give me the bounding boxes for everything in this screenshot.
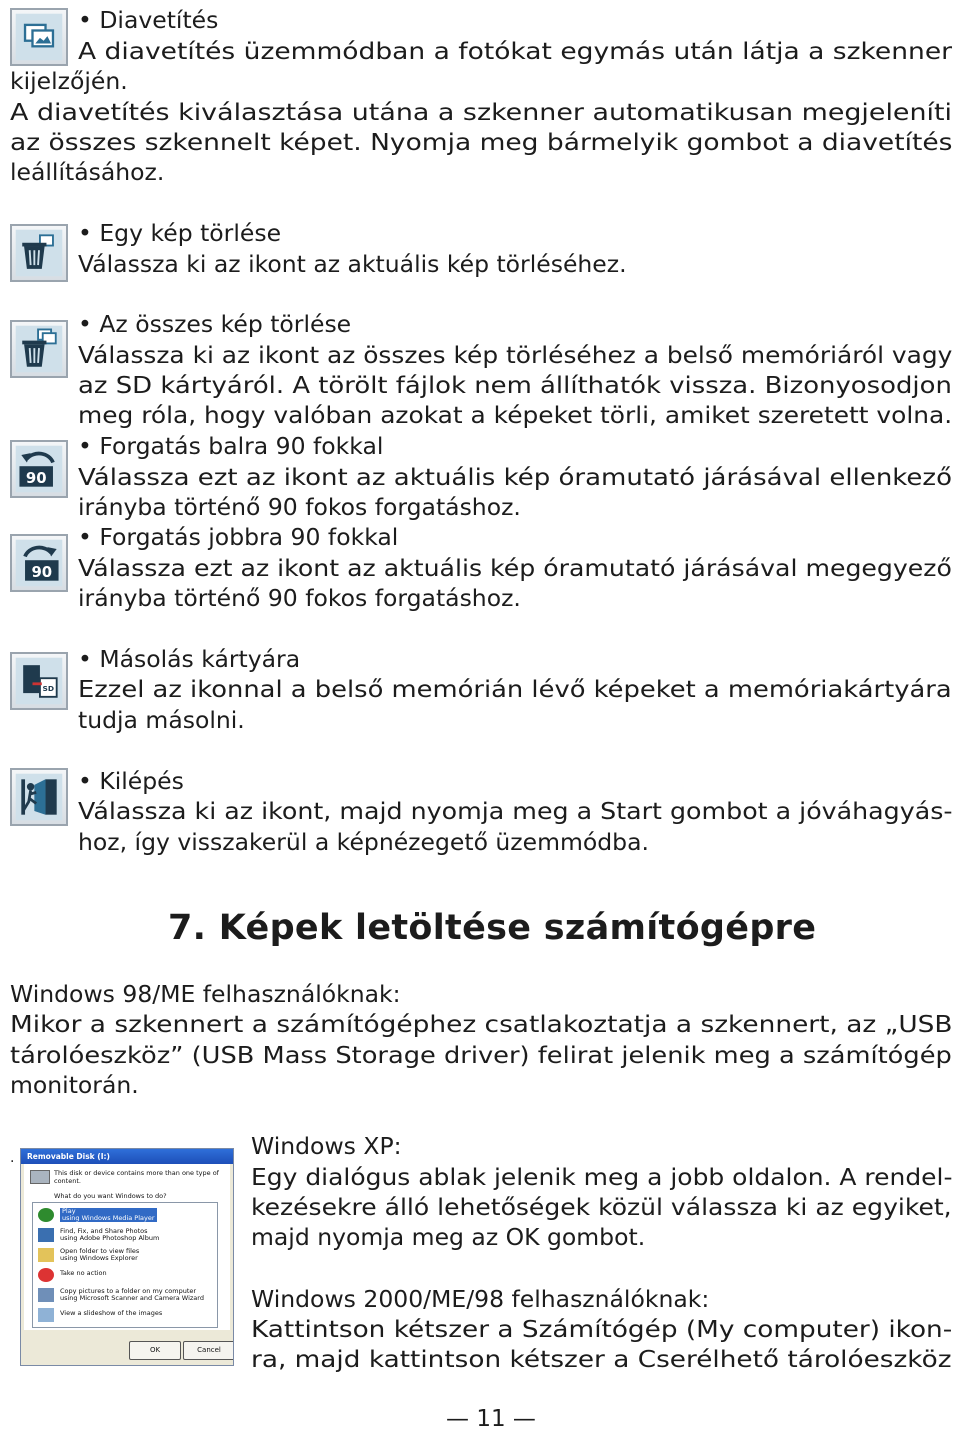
xp-line: Windows XP:: [251, 1132, 402, 1160]
option-no-action[interactable]: Take no action: [60, 1269, 107, 1277]
dialog-question: What do you want Windows to do?: [54, 1192, 167, 1200]
intro-line: monitorán.: [10, 1071, 139, 1099]
rotate-right-90-icon: [10, 534, 68, 592]
stray-dot: .: [10, 1150, 15, 1166]
item-title: • Forgatás balra 90 fokkal: [78, 432, 384, 460]
item-text: Válassza ki az ikont az összes kép törléséhez a belső memóriáról vagy: [78, 341, 953, 369]
item-text: hoz, így visszakerül a képnézegető üzemmódba.: [78, 828, 649, 856]
item-text: meg róla, hogy valóban azokat a képeket törli, amiket szeretett volna.: [78, 401, 953, 429]
dialog-line: content.: [54, 1177, 81, 1185]
delete-all-icon: [10, 320, 68, 378]
option-open-folder[interactable]: Open folder to view files using Windows Explorer: [60, 1247, 140, 1262]
camera-wizard-icon: [38, 1288, 54, 1302]
photo-album-icon: [38, 1228, 54, 1242]
xp-line: Egy dialógus ablak jelenik meg a jobb oldalon. A rendel-: [251, 1163, 953, 1191]
item-title: • Az összes kép törlése: [78, 310, 352, 338]
item-text: Válassza ezt az ikont az aktuális kép óramutató járásával ellenkező: [78, 463, 952, 491]
no-action-icon: [38, 1268, 54, 1282]
w2000-line: ra, majd kattintson kétszer a Cserélhető tárolóeszköz: [251, 1345, 952, 1373]
section-heading: 7. Képek letöltése számítógépre: [168, 908, 817, 948]
w2000-line: Kattintson kétszer a Számítógép (My computer) ikon-: [251, 1315, 953, 1343]
exit-icon: [10, 768, 68, 826]
item-text: az összes szkennelt képet. Nyomja meg bármelyik gombot a diavetítés: [10, 128, 953, 156]
delete-one-icon: [10, 224, 68, 282]
option-play[interactable]: Play using Windows Media Player: [62, 1207, 155, 1222]
item-text: Válassza ezt az ikont az aktuális kép óramutató járásával megegyező: [78, 554, 952, 582]
item-text: Ezzel az ikonnal a belső memórián lévő képeket a memóriakártyára: [78, 675, 952, 703]
option-slideshow[interactable]: View a slideshow of the images: [60, 1309, 163, 1317]
item-text: kijelzőjén.: [10, 67, 128, 95]
slideshow-view-icon: [38, 1308, 54, 1322]
item-title: • Diavetítés: [78, 6, 219, 34]
xp-line: kezésekre álló lehetőségek közül válassza ki az egyiket,: [251, 1193, 952, 1221]
w2000-line: Windows 2000/ME/98 felhasználóknak:: [251, 1285, 710, 1313]
folder-icon: [38, 1248, 54, 1262]
item-text: irányba történő 90 fokos forgatáshoz.: [78, 493, 521, 521]
item-text: Válassza ki az ikont az aktuális kép törléséhez.: [78, 250, 627, 278]
dialog-title: Removable Disk (I:): [21, 1149, 233, 1164]
disk-icon: [30, 1170, 50, 1184]
item-text: irányba történő 90 fokos forgatáshoz.: [78, 584, 521, 612]
item-text: leállításához.: [10, 158, 165, 186]
removable-disk-dialog: [20, 1148, 234, 1366]
media-player-icon: [38, 1208, 54, 1222]
svg-text:90: 90: [31, 562, 53, 581]
slideshow-icon: [10, 8, 68, 66]
svg-text:90: 90: [25, 468, 47, 487]
intro-line: Windows 98/ME felhasználóknak:: [10, 980, 401, 1008]
item-title: • Forgatás jobbra 90 fokkal: [78, 523, 399, 551]
copy-to-card-icon: [10, 652, 68, 710]
intro-line: Mikor a szkennert a számítógéphez csatlakoztatja a szkennert, az „USB: [10, 1010, 953, 1038]
item-title: • Másolás kártyára: [78, 645, 301, 673]
dialog-body: [24, 1164, 230, 1330]
item-text: A diavetítés üzemmódban a fotókat egymás után látja a szkenner: [78, 37, 953, 65]
item-text: Válassza ki az ikont, majd nyomja meg a Start gombot a jóváhagyás-: [78, 797, 953, 825]
cancel-button[interactable]: Cancel: [183, 1341, 234, 1360]
item-text: A diavetítés kiválasztása utána a szkenner automatikusan megjeleníti: [10, 98, 953, 126]
ok-button[interactable]: OK: [129, 1341, 181, 1360]
item-text: az SD kártyáról. A törölt fájlok nem állíthatók vissza. Bizonyosodjon: [78, 371, 952, 399]
option-photos[interactable]: Find, Fix, and Share Photos using Adobe Photoshop Album: [60, 1227, 160, 1242]
option-copy-pictures[interactable]: Copy pictures to a folder on my computer using Microsoft Scanner and Camera Wizard: [60, 1287, 204, 1302]
svg-text:SD: SD: [42, 684, 55, 694]
item-title: • Kilépés: [78, 767, 184, 795]
xp-line: majd nyomja meg az OK gombot.: [251, 1223, 646, 1251]
item-text: tudja másolni.: [78, 706, 245, 734]
dialog-line: This disk or device contains more than one type of: [54, 1169, 219, 1177]
page-number: — 11 —: [446, 1406, 536, 1432]
item-title: • Egy kép törlése: [78, 219, 282, 247]
intro-line: tárolóeszköz” (USB Mass Storage driver) felirat jelenik meg a számítógép: [10, 1041, 952, 1069]
rotate-left-90-icon: [10, 440, 68, 498]
